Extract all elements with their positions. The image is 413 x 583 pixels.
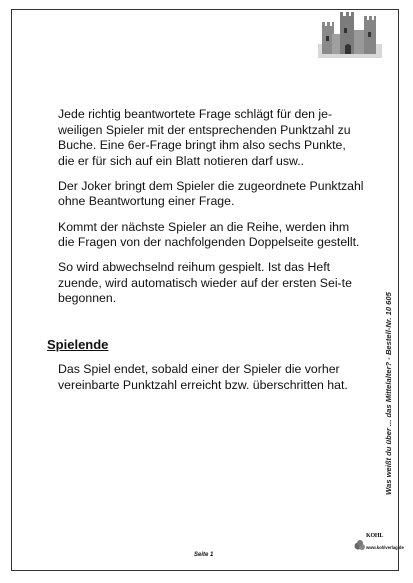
paragraph: Jede richtig beantwortete Frage schlägt für den je-weiligen Spieler mit der entsprechenden Punktzahl zu Buche. Eine 6er-Frage bringt ihm also sechs Punkte, die er für sich auf ein Blatt notieren darf usw..: [58, 107, 351, 168]
paragraph: So wird abwechselnd reihum gespielt. Ist das Heft zuende, wird automatisch wieder auf der ersten Sei-te begonnen.: [58, 260, 352, 306]
logo-mark-icon: [354, 532, 366, 552]
page-number: Seite 1: [194, 552, 214, 558]
sidebar-order-info: Was weißt du über ... das Mittelalter? - Bestell-Nr. 10 605: [384, 292, 393, 495]
castle-illustration: [318, 8, 382, 58]
paragraph: Der Joker bringt dem Spieler die zugeordnete Punktzahl ohne Beantwortung einer Frage.: [58, 178, 364, 209]
kohl-verlag-logo: [354, 531, 404, 557]
instructions-text: [58, 107, 364, 317]
section-paragraph: Das Spiel endet, sobald einer der Spieler die vorher vereinbarte Punktzahl erreicht bzw. überschritten hat.: [58, 362, 348, 392]
paragraph: Kommt der nächste Spieler an die Reihe, werden ihm die Fragen von der nachfolgenden Doppelseite gestellt.: [58, 219, 360, 250]
section-heading: Spielende: [47, 337, 109, 352]
logo-name: KOHL: [366, 533, 384, 539]
logo-url: www.kohlverlag.de: [366, 545, 404, 550]
